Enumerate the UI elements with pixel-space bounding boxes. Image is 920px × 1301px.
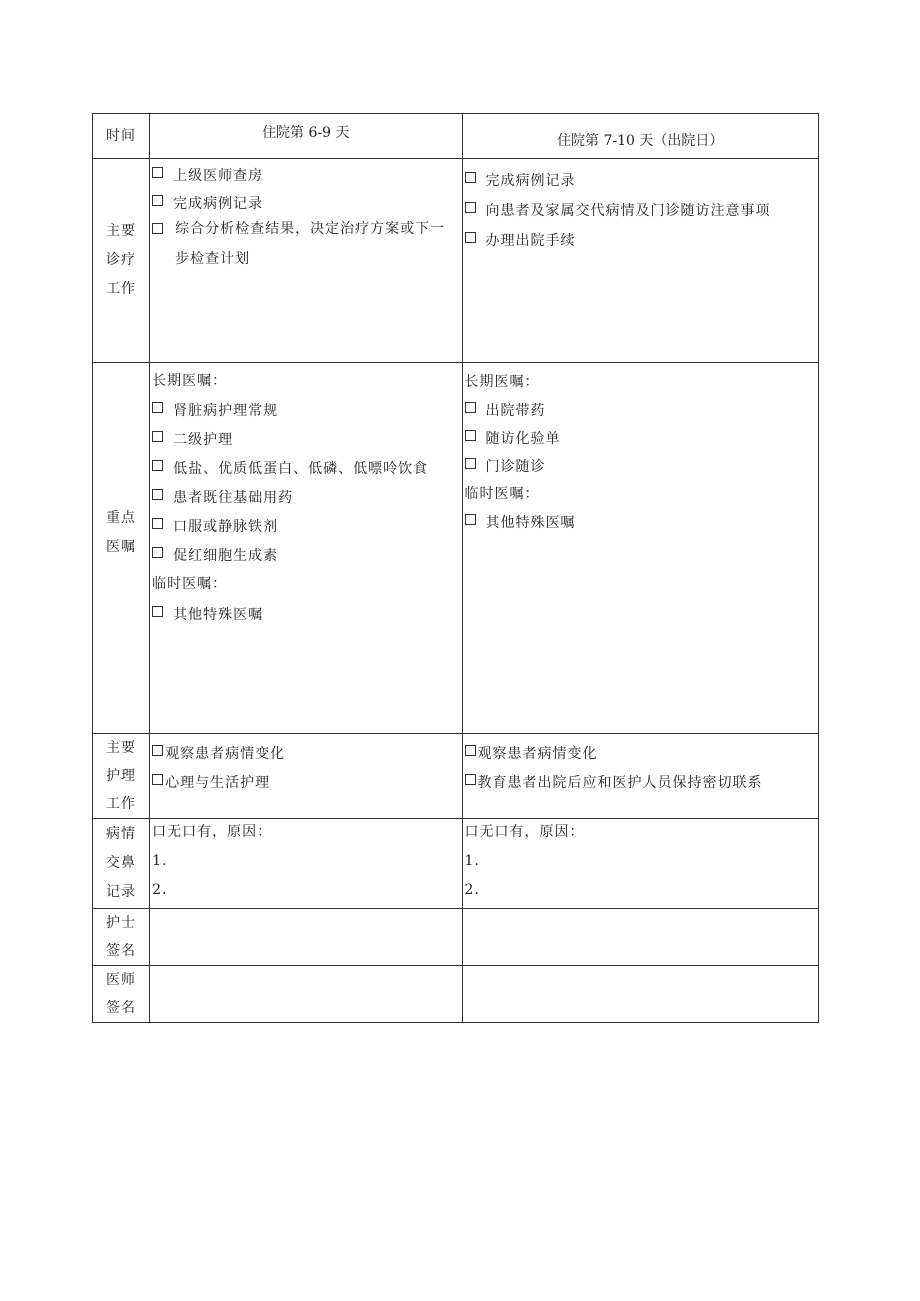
checkbox-item [152,221,459,274]
orders-label-text: 重点医嘱 [106,510,137,555]
nursing-col1 [150,734,462,819]
checkbox-item [152,165,459,193]
item-label: 其他特殊医嘱 [173,607,264,623]
col2-title: 住院第 7-10 天（出院日） [557,133,724,149]
variance-row [93,819,819,909]
item-label: 心理与生活护理 [165,775,271,791]
item-label: 肾脏病护理常规 [173,403,279,419]
checkbox[interactable] [152,223,163,234]
col2-header [462,114,819,159]
nurse-sign-col1[interactable] [150,909,462,966]
header-row [93,114,819,159]
checkbox[interactable] [152,547,163,558]
item-label: 观察患者病情变化 [477,746,598,762]
col1-title: 住院第 6-9 天 [262,125,350,141]
checkbox-item [152,487,459,516]
nursing-label-text: 主要护理工作 [106,740,137,812]
variance-label [93,819,150,909]
orders-label [93,363,150,734]
checkbox[interactable] [152,431,163,442]
checkbox[interactable] [465,458,476,469]
checkbox[interactable] [465,430,476,441]
checkbox-item [152,743,459,772]
item-label: 门诊随诊 [485,459,546,475]
checkbox[interactable] [465,774,476,785]
checkbox[interactable] [152,606,163,617]
item-label: 促红细胞生成素 [173,548,279,564]
nursing-row [93,734,819,819]
checkbox[interactable] [152,774,163,785]
variance-item-2: 2. [464,882,480,898]
item-label: 综合分析检查结果，决定治疗方案或下一步检查计划 [175,221,446,267]
item-label: 观察患者病情变化 [165,746,286,762]
checkbox[interactable] [152,489,163,500]
time-label: 时间 [93,114,150,159]
temporary-orders-title: 临时医嘱： [152,576,228,592]
doctor-sign-row [93,966,819,1023]
orders-col2 [462,363,819,734]
checkbox-item [152,429,459,458]
checkbox-item [465,456,817,484]
checkbox-item [465,772,817,801]
checkbox[interactable] [465,202,476,213]
pathway-table [92,113,819,1023]
diagnosis-label-text: 主要诊疗工作 [106,223,137,297]
nurse-sign-label [93,909,150,966]
nursing-label [93,734,150,819]
nursing-col2 [462,734,819,819]
nurse-sign-row [93,909,819,966]
doctor-sign-col2[interactable] [462,966,819,1023]
checkbox[interactable] [152,167,163,178]
checkbox[interactable] [152,745,163,756]
checkbox[interactable] [152,195,163,206]
checkbox[interactable] [465,514,476,525]
checkbox-item [465,400,817,428]
long-term-orders-title: 长期医嘱： [464,374,540,390]
orders-row [93,363,819,734]
checkbox[interactable] [465,172,476,183]
orders-col1 [150,363,462,734]
item-label: 其他特殊医嘱 [485,515,576,531]
diagnosis-col2 [462,159,819,363]
nurse-sign-col2[interactable] [462,909,819,966]
checkbox-item [465,170,817,200]
item-label: 出院带药 [485,403,546,419]
item-label: 口服或静脉铁剂 [173,519,279,535]
item-label: 上级医师查房 [173,168,264,184]
checkbox-item [152,604,459,633]
variance-item-1: 1. [464,853,480,869]
item-label: 教育患者出院后应和医护人员保持密切联系 [477,775,763,791]
doctor-sign-label [93,966,150,1023]
checkbox[interactable] [465,402,476,413]
diagnosis-col1 [150,159,462,363]
doctor-sign-col1[interactable] [150,966,462,1023]
diagnosis-row [93,159,819,363]
checkbox-item [465,512,817,540]
temporary-orders-title: 临时医嘱： [464,486,540,502]
item-label: 随访化验单 [485,431,561,447]
item-label: 低盐、优质低蛋白、低磷、低嘌呤饮食 [173,461,429,477]
variance-reason-line: 口无口有，原因： [152,824,273,840]
checkbox-item [152,772,459,801]
checkbox-item [465,230,817,260]
checkbox[interactable] [152,518,163,529]
variance-reason-line: 口无口有，原因： [464,824,585,840]
checkbox[interactable] [465,232,476,243]
diagnosis-label [93,159,150,363]
checkbox-item [465,200,817,230]
item-label: 办理出院手续 [485,233,576,249]
item-label: 完成病例记录 [485,173,576,189]
checkbox[interactable] [465,745,476,756]
checkbox-item [152,516,459,545]
doctor-sign-label-text: 医师签名 [106,972,137,1016]
item-label: 患者既往基础用药 [173,490,294,506]
variance-col2 [462,819,819,909]
checkbox-item [152,400,459,429]
clinical-pathway-form [92,113,819,1023]
checkbox-item [465,428,817,456]
checkbox[interactable] [152,402,163,413]
variance-item-2: 2. [152,882,168,898]
checkbox-item [152,458,459,487]
item-label: 向患者及家属交代病情及门诊随访注意事项 [485,203,771,219]
nurse-sign-label-text: 护士签名 [106,915,137,959]
item-label: 完成病例记录 [173,196,264,212]
checkbox-item [465,743,817,772]
variance-col1 [150,819,462,909]
col1-header [150,114,462,159]
variance-item-1: 1. [152,853,168,869]
long-term-orders-title: 长期医嘱： [152,373,228,389]
checkbox-item [152,545,459,574]
variance-label-text: 病情交鼻记录 [106,826,137,900]
checkbox[interactable] [152,460,163,471]
item-label: 二级护理 [173,432,234,448]
